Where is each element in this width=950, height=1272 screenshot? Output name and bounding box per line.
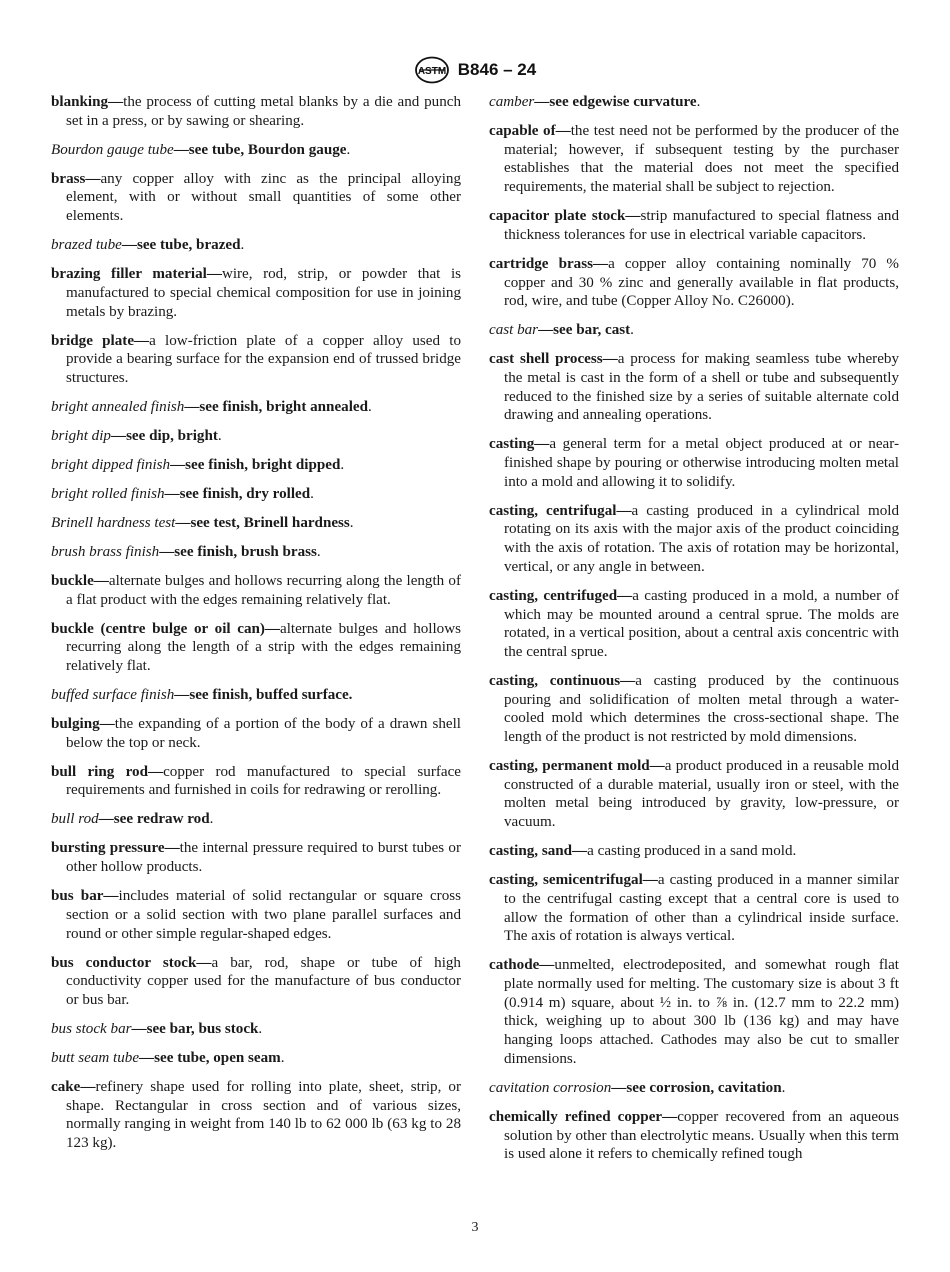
see-connector: —see <box>121 237 160 254</box>
entry-term: bursting pressure— <box>51 840 180 857</box>
entry-term: Brinell hardness test <box>51 514 176 531</box>
glossary-entry <box>51 810 461 829</box>
cross-reference: tube, open seam <box>177 1049 281 1066</box>
entry-definition: a casting produced by the continuous pouring and solidification of molten metal through a water-cooled mold which determines the cross-sectional shape. The length of the product is not restricted by mold dimensions. <box>504 672 899 746</box>
glossary-entry <box>51 887 461 943</box>
page-number: 3 <box>471 1220 479 1235</box>
entry-definition: refinery shape used for rolling into plate, sheet, strip, or shape. Rectangular in cross section and of various sizes, normally ranging in weight from 140 lb to 62 000 lb (63 kg to 28 123 kg). <box>66 1078 461 1152</box>
left-column <box>51 93 461 1163</box>
glossary-entry <box>489 122 899 197</box>
see-connector: —see <box>164 485 203 502</box>
entry-definition: unmelted, electrodeposited, and somewhat rough flat plate normally used for melting. The customary size is about 3 ft (0.914 m) square, about ½ in. to ⅞ in. (12.7 mm to 22.2 mm) thick, weighing up to about 300 lb (136 kg) and may have hanging loops attached. Cathodes may also be cut to smaller dimensions. <box>504 957 899 1067</box>
entry-term: casting, centrifugal— <box>489 502 632 519</box>
entry-term: cavitation corrosion <box>489 1079 612 1096</box>
entry-term: capable of— <box>489 123 571 139</box>
glossary-entry <box>489 255 899 311</box>
glossary-entry <box>489 1108 899 1164</box>
see-connector: —see <box>538 322 577 339</box>
glossary-entry <box>51 332 461 388</box>
glossary-entry <box>51 1078 461 1153</box>
glossary-entry <box>51 1049 461 1068</box>
glossary-entry <box>51 839 461 876</box>
entry-definition: any copper alloy with zinc as the principal alloying element, with or without small quantities of some other elements. <box>66 170 461 225</box>
entry-definition: copper recovered from an aqueous solution by other than electrolytic means. Usually when this term is used alone it refers to chemically refined tough <box>504 1108 899 1163</box>
entry-period: . <box>368 398 372 415</box>
entry-definition: a process for making seamless tube whereby the metal is cast in the form of a shell or tube and subsequently reduced to the finished size by a series of suitable alternate cold drawing and annealing operations. <box>504 351 899 424</box>
entry-period: . <box>781 1079 786 1096</box>
entry-period: . <box>258 1020 263 1037</box>
see-connector: —see <box>98 811 137 828</box>
glossary-entry <box>489 871 899 946</box>
astm-logo-icon <box>414 56 450 84</box>
see-connector: —see <box>170 456 209 473</box>
glossary-entry <box>489 757 899 832</box>
entry-definition: alternate bulges and hollows recurring along the length of a flat product with the edges remaining relatively flat. <box>66 572 461 608</box>
cross-reference: finish, bright dipped <box>208 456 341 473</box>
svg-text:ASTM: ASTM <box>417 66 446 77</box>
entry-definition: alternate bulges and hollows recurring along the length of a strip with the edges remaining relatively flat. <box>66 620 461 675</box>
see-connector: —see <box>534 94 573 110</box>
entry-term: bright annealed finish <box>51 398 185 415</box>
entry-term: buffed surface finish <box>51 687 175 704</box>
entry-term: bridge plate— <box>51 332 150 349</box>
entry-definition: the expanding of a portion of the body of a drawn shell below the top or neck. <box>66 716 461 751</box>
entry-term: chemically refined copper— <box>489 1108 678 1125</box>
entry-definition: wire, rod, strip, or powder that is manufactured to special chemical composition for use in joining metals by brazing. <box>66 266 462 320</box>
entry-term: bulging— <box>51 716 115 733</box>
cross-reference: finish, dry rolled <box>202 485 311 502</box>
entry-term: brush brass finish <box>51 543 160 560</box>
entry-term: casting, semicentrifugal— <box>489 872 658 889</box>
cross-reference: edgewise curvature <box>572 94 697 110</box>
see-connector: —see <box>184 398 223 415</box>
cross-reference: corrosion, cavitation <box>649 1079 782 1096</box>
see-connector: —see <box>174 687 213 704</box>
entry-definition: a bar, rod, shape or tube of high conductivity copper used for the manufacture of bus conductor or bus bar. <box>66 954 461 1008</box>
entry-definition: a product produced in a reusable mold constructed of a durable material, usually iron or steel, with the molten metal being introduced by gravity, low-pressure, or vacuum. <box>504 758 899 831</box>
glossary-entry <box>51 236 461 255</box>
entry-term: bright rolled finish <box>51 485 165 502</box>
entry-term: casting, sand— <box>489 843 588 860</box>
glossary-entry <box>51 620 461 676</box>
entry-term: cathode— <box>489 957 555 974</box>
entry-period: . <box>240 237 245 254</box>
entry-term: butt seam tube <box>51 1049 140 1066</box>
entry-term: brazing filler material— <box>51 266 222 283</box>
glossary-entry <box>489 350 899 425</box>
entry-definition: a copper alloy containing nominally 70 % copper and 30 % zinc and generally available in flat products, rod, wire, and tube (Copper Alloy No. C26000). <box>504 255 899 310</box>
entry-definition: a low-friction plate of a copper alloy used to provide a bearing surface for the expansion end of trussed bridge structures. <box>66 332 462 386</box>
cross-reference: tube, Bourdon gauge <box>211 141 347 158</box>
entry-period: . <box>630 322 634 339</box>
glossary-entry <box>51 456 461 475</box>
entry-definition: the test need not be performed by the producer of the material; however, if subsequent testing by the purchaser establishes that the material does not meet the specified requirements, the material shall be subject to rejection. <box>504 123 899 196</box>
entry-period: . <box>316 543 321 560</box>
glossary-entry <box>51 686 461 705</box>
see-connector: —see <box>175 514 214 531</box>
entry-definition: the internal pressure required to burst tubes or other hollow products. <box>66 840 461 876</box>
entry-term: casting, permanent mold— <box>489 758 665 775</box>
glossary-entry <box>489 1079 899 1098</box>
glossary-entry <box>51 398 461 417</box>
entry-definition: a casting produced in a manner similar to the centrifugal casting except that a central core is used to allow the formation of other than a cylindrical inside surface. The axis of rotation is always vertical. <box>504 872 899 945</box>
entry-definition: strip manufactured to special flatness and thickness tolerances for use in electrical variable capacitors. <box>504 208 899 243</box>
entry-term: buckle (centre bulge or oil can)— <box>51 620 281 637</box>
document-id: B846 – 24 <box>457 60 537 79</box>
cross-reference: tube, brazed <box>160 237 241 254</box>
glossary-entry <box>51 1020 461 1039</box>
cross-reference: bar, bus stock <box>169 1020 259 1037</box>
right-column <box>489 93 899 1174</box>
glossary-entry <box>489 672 899 747</box>
entry-period: . <box>209 811 214 828</box>
cross-reference: dip, bright <box>149 427 218 444</box>
entry-term: cast bar <box>489 322 539 339</box>
entry-term: bull rod <box>51 811 99 828</box>
glossary-entry <box>51 265 461 321</box>
glossary-entry <box>51 715 461 752</box>
glossary-entry <box>51 514 461 533</box>
entry-definition: a casting produced in a cylindrical mold rotating on its axis with the major axis of the product coinciding with the axis of rotation. The axis of rotation may be horizontal, vertical, or any angle in between. <box>504 502 899 575</box>
glossary-entry <box>489 207 899 244</box>
glossary-entry <box>51 170 461 226</box>
entry-term: bus stock bar <box>51 1020 132 1037</box>
entry-period: . <box>696 94 701 110</box>
glossary-entry <box>51 427 461 446</box>
glossary-entry <box>489 842 899 861</box>
entry-definition: includes material of solid rectangular or square cross section or a solid section with two plane parallel surfaces and round or other simple regular-shaped edges. <box>66 888 461 942</box>
see-connector: —see <box>139 1049 178 1066</box>
cross-reference: test, Brinell hardness <box>213 514 350 531</box>
entry-definition: a general term for a metal object produced at or near-finished shape by pouring or otherwise introducing molten metal into a mold and allowing it to solidify. <box>504 436 899 490</box>
entry-definition: copper rod manufactured to special surface requirements and furnished in coils for redrawing or rerolling. <box>66 763 461 799</box>
entry-period: . <box>340 456 345 473</box>
entry-term: cast shell process— <box>489 351 618 368</box>
entry-term: blanking— <box>51 94 124 110</box>
entry-definition: a casting produced in a sand mold. <box>587 843 797 860</box>
entry-period: . <box>217 427 222 444</box>
glossary-entry <box>489 956 899 1068</box>
see-connector: —see <box>131 1020 170 1037</box>
entry-period: . <box>349 514 354 531</box>
entry-term: cake— <box>51 1078 96 1095</box>
see-connector: —see <box>611 1079 650 1096</box>
entry-term: capacitor plate stock— <box>489 208 641 225</box>
cross-reference: redraw rod <box>136 811 210 828</box>
entry-period: . <box>346 141 351 158</box>
entry-term: brass— <box>51 170 101 187</box>
entry-term: buckle— <box>51 572 109 589</box>
glossary-entry <box>51 954 461 1010</box>
entry-term: bus bar— <box>51 888 119 905</box>
glossary-entry <box>51 572 461 609</box>
entry-term: bright dipped finish <box>51 456 171 473</box>
glossary-entry <box>51 141 461 160</box>
see-connector: —see <box>110 427 150 444</box>
cross-reference: finish, bright annealed <box>222 398 368 415</box>
glossary-entry <box>51 763 461 800</box>
glossary-entry <box>489 93 899 112</box>
cross-reference: finish, brush brass <box>197 543 317 560</box>
entry-definition: the process of cutting metal blanks by a die and punch set in a press, or by sawing or shearing. <box>66 94 461 129</box>
entry-term: Bourdon gauge tube <box>51 141 174 158</box>
entry-term: casting, continuous— <box>489 672 636 689</box>
entry-term: camber <box>489 94 535 110</box>
glossary-entry <box>489 321 899 340</box>
cross-reference: finish, buffed surface. <box>212 687 353 704</box>
glossary-entry <box>489 435 899 491</box>
see-connector: —see <box>173 141 212 158</box>
entry-term: bus conductor stock— <box>51 954 212 971</box>
entry-period: . <box>310 485 314 502</box>
entry-term: casting, centrifuged— <box>489 587 633 604</box>
glossary-entry <box>489 502 899 577</box>
entry-term: bright dip <box>51 427 111 444</box>
see-connector: —see <box>159 543 198 560</box>
entry-term: brazed tube <box>51 237 122 254</box>
entry-period: . <box>280 1049 285 1066</box>
entry-definition: a casting produced in a mold, a number of which may be mounted around a central sprue. The molds are rotated, in a vertical position, about a central axis concentric with the central sprue. <box>504 587 900 660</box>
glossary-entry <box>51 543 461 562</box>
entry-term: cartridge brass— <box>489 255 609 272</box>
glossary-entry <box>51 485 461 504</box>
page-header <box>0 56 950 84</box>
entry-term: bull ring rod— <box>51 763 164 780</box>
entry-term: casting— <box>489 436 550 453</box>
glossary-entry <box>51 93 461 130</box>
cross-reference: bar, cast <box>576 322 631 339</box>
glossary-entry <box>489 587 899 662</box>
